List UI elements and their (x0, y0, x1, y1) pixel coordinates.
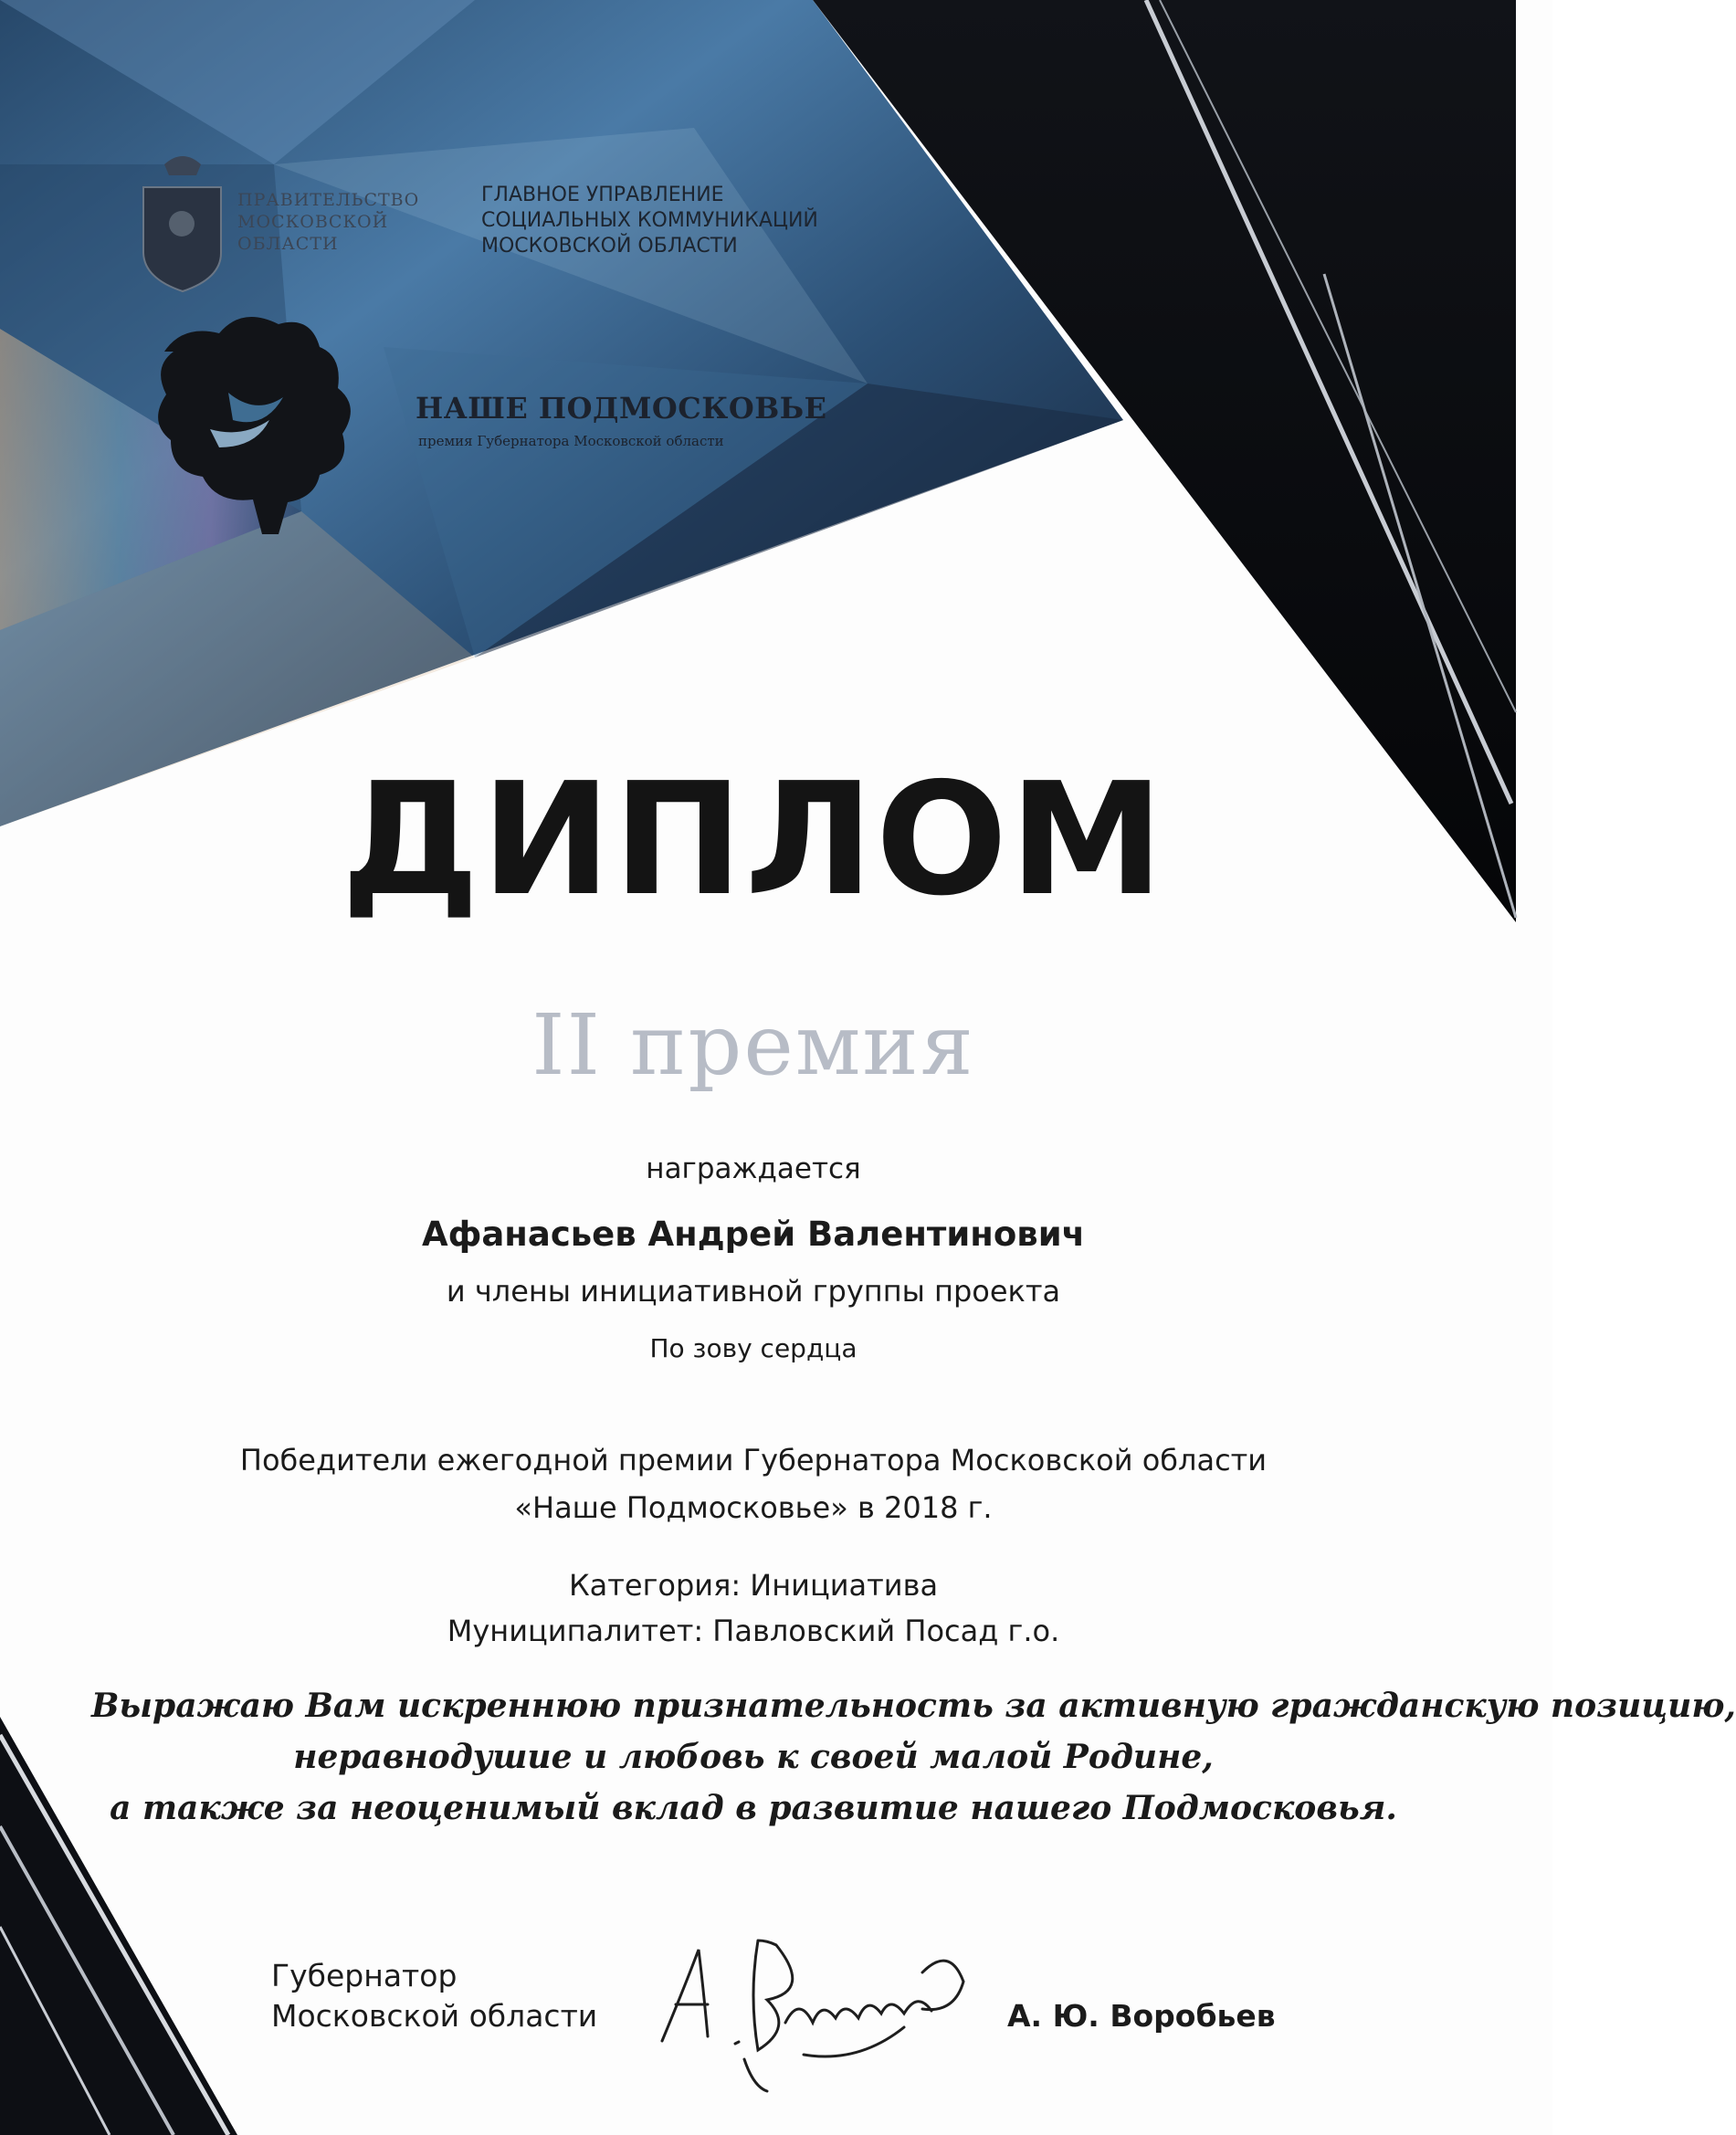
gratitude-line: а также за неоценимый вклад в развитие нашего Подмосковья. (110, 1789, 1397, 1827)
signature-strokes (662, 1940, 963, 2091)
prize-level: II премия (531, 996, 975, 1094)
members-line: и члены инициативной группы проекта (446, 1274, 1061, 1309)
department-name (481, 183, 865, 259)
signer-role (271, 1956, 597, 2036)
signer-name: А. Ю. Воробьев (1007, 1998, 1276, 2034)
signer-role-line: Московской области (271, 1998, 598, 2034)
gratitude-line: Выражаю Вам искреннюю признательность за активную гражданскую позицию, (91, 1687, 1736, 1725)
department-line: ГЛАВНОЕ УПРАВЛЕНИЕ (481, 184, 724, 206)
recipient-name: Афанасьев Андрей Валентинович (421, 1215, 1086, 1254)
gratitude-line: неравнодушие и любовь к своей малой Родине, (293, 1738, 1214, 1776)
government-line: ПРАВИТЕЛЬСТВО (237, 190, 420, 210)
department-line: МОСКОВСКОЙ ОБЛАСТИ (481, 235, 738, 258)
department-line: СОЦИАЛЬНЫХ КОММУНИКАЦИЙ (481, 209, 818, 232)
diploma-title: ДИПЛОМ (341, 750, 1166, 931)
award-subtitle: премия Губернатора Московской области (418, 433, 724, 449)
awarded-label: награждается (646, 1152, 861, 1185)
winners-line-2: «Наше Подмосковье» в 2018 г. (514, 1490, 993, 1525)
government-line: МОСКОВСКОЙ (237, 212, 389, 232)
signer-role-line: Губернатор (271, 1958, 458, 1993)
municipality-line: Муниципалитет: Павловский Посад г.о. (447, 1614, 1060, 1648)
project-name: По зову сердца (649, 1333, 857, 1363)
category-line: Категория: Инициатива (568, 1568, 939, 1603)
government-line: ОБЛАСТИ (237, 234, 339, 254)
gratitude-text (91, 1680, 1736, 1834)
winners-line-1: Победители ежегодной премии Губернатора Московской области (239, 1443, 1268, 1478)
government-name (237, 189, 438, 255)
award-name: НАШЕ ПОДМОСКОВЬЕ (416, 391, 827, 426)
